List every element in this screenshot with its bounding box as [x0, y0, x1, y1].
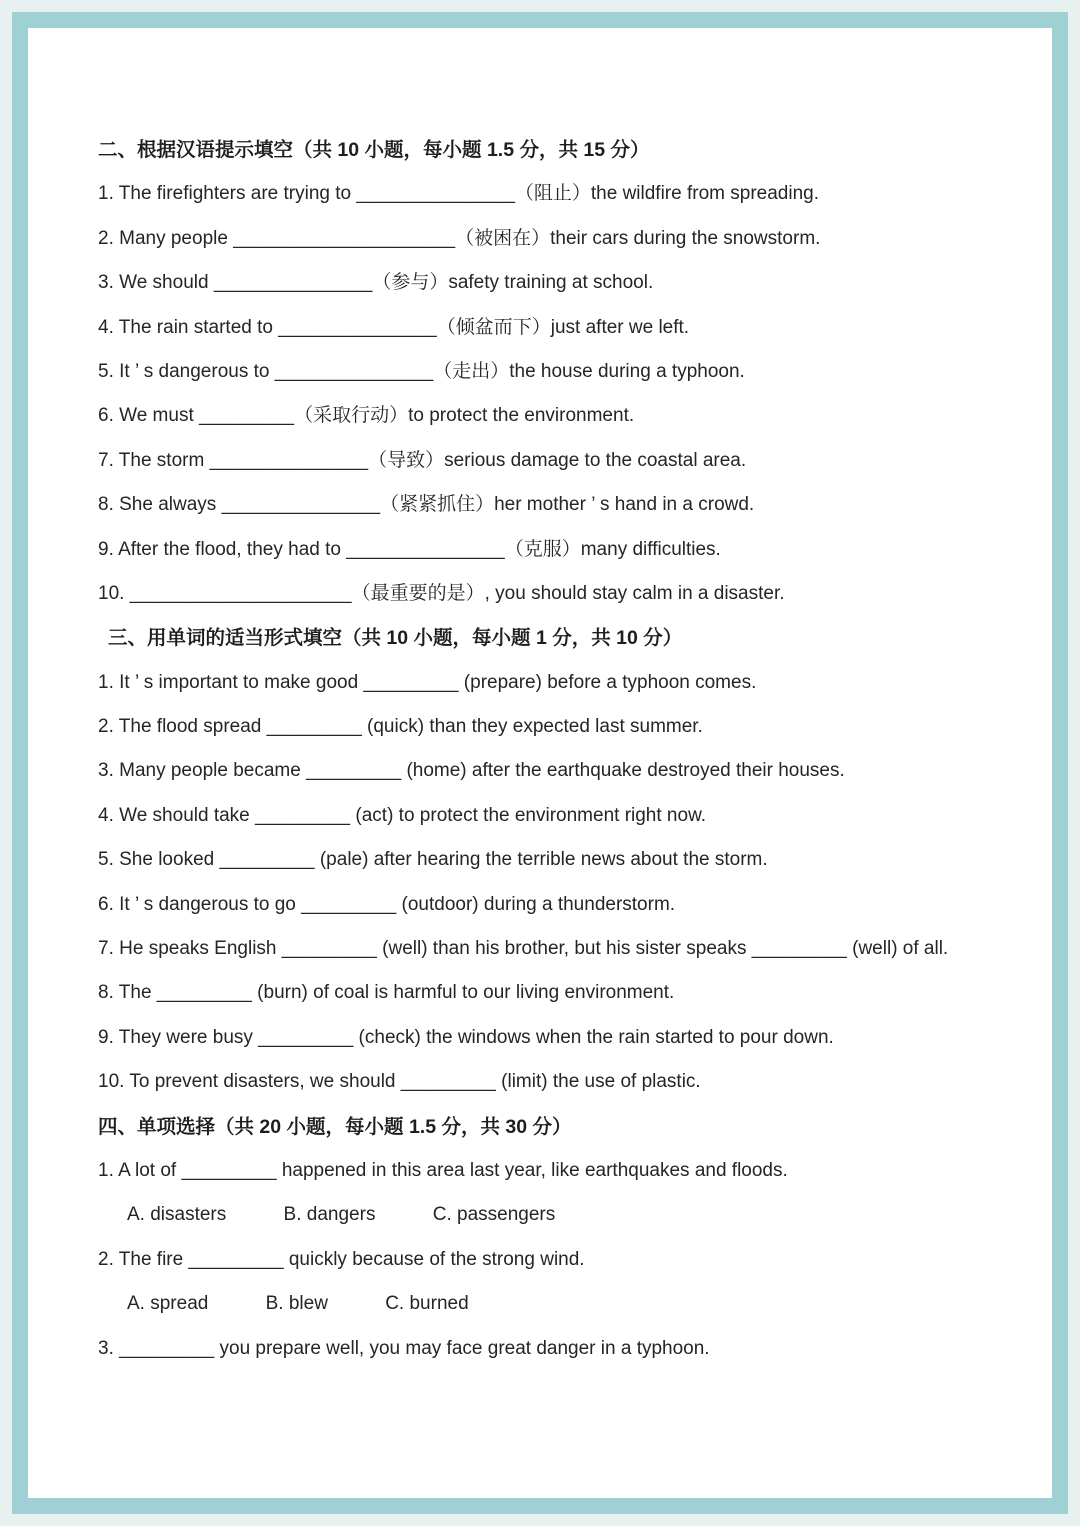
section-2-heading: 二、根据汉语提示填空（共 10 小题，每小题 1.5 分，共 15 分）	[98, 139, 650, 161]
question-item: 1. It ’ s important to make good _________ (prepare) before a typhoon comes.	[98, 671, 757, 693]
question-item: 7. He speaks English _________ (well) than his brother, but his sister speaks _________ (well) of all.	[98, 938, 949, 960]
section-2-items	[98, 172, 1018, 616]
question-item: 5. She looked _________ (pale) after hearing the terrible news about the storm.	[98, 849, 768, 871]
question-item: 2. The flood spread _________ (quick) than they expected last summer.	[98, 716, 703, 738]
mc-option: A. spread	[127, 1293, 209, 1315]
question-item: 4. The rain started to _______________（倾盆而下）just after we left.	[98, 316, 690, 338]
question-item: 10. To prevent disasters, we should _________ (limit) the use of plastic.	[98, 1071, 701, 1093]
question-item: 2. Many people _____________________（被困在）their cars during the snowstorm.	[98, 227, 821, 249]
worksheet-content	[98, 128, 1018, 1371]
question-item: 1. The firefighters are trying to _______________（阻止）the wildfire from spreading.	[98, 183, 819, 205]
section-3-items	[98, 661, 1018, 1105]
mc-option: B. dangers	[283, 1204, 376, 1226]
section-3-heading: 三、用单词的适当形式填空（共 10 小题，每小题 1 分，共 10 分）	[108, 627, 683, 650]
mc-option: C. burned	[385, 1293, 469, 1315]
mc-options	[98, 1193, 1018, 1237]
question-item: 8. She always _______________（紧紧抓住）her mother ’ s hand in a crowd.	[98, 494, 755, 516]
mc-option: B. blew	[265, 1293, 328, 1315]
question-item: 9. They were busy _________ (check) the windows when the rain started to pour down.	[98, 1026, 834, 1048]
mc-question-stem: 2. The fire _________ quickly because of the strong wind.	[98, 1248, 585, 1270]
question-item: 3. Many people became _________ (home) after the earthquake destroyed their houses.	[98, 760, 845, 782]
mc-options	[98, 1282, 1018, 1326]
question-item: 9. After the flood, they had to _______________（克服）many difficulties.	[98, 538, 721, 560]
mc-question-stem: 3. _________ you prepare well, you may face great danger in a typhoon.	[98, 1337, 710, 1359]
question-item: 6. We must _________（采取行动）to protect the environment.	[98, 405, 635, 427]
section-4-heading: 四、单项选择（共 20 小题，每小题 1.5 分，共 30 分）	[98, 1115, 572, 1138]
mc-question-stem: 1. A lot of _________ happened in this area last year, like earthquakes and floods.	[98, 1159, 788, 1181]
mc-option: A. disasters	[127, 1204, 227, 1226]
question-item: 8. The _________ (burn) of coal is harmful to our living environment.	[98, 982, 675, 1004]
question-item: 4. We should take _________ (act) to protect the environment right now.	[98, 804, 707, 826]
question-item: 7. The storm _______________（导致）serious damage to the coastal area.	[98, 449, 747, 471]
question-item: 6. It ’ s dangerous to go _________ (outdoor) during a thunderstorm.	[98, 893, 676, 915]
question-item: 5. It ’ s dangerous to _______________（走出）the house during a typhoon.	[98, 360, 745, 382]
question-item: 10. _____________________（最重要的是）, you should stay calm in a disaster.	[98, 582, 785, 604]
mc-option: C. passengers	[432, 1204, 556, 1226]
section-4-questions	[98, 1149, 1018, 1371]
question-item: 3. We should _______________（参与）safety training at school.	[98, 272, 654, 294]
